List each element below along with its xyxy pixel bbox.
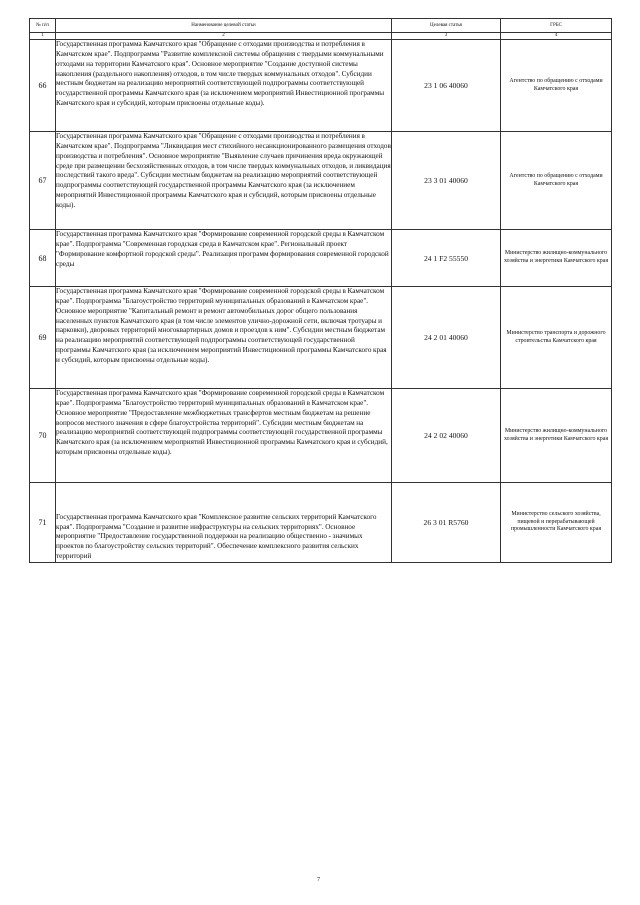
table-row: [30, 287, 612, 389]
row-name: Государственная программа Камчатского края "Формирование современной городской среды в Камчатском крае". Подпрограмма "Благоустройство территорий муниципальных образований в Камчатском крае". Основное мероприятие "Предоставление межбюджетных трансфертов местным бюджетам на решение вопросов местного значения в сфере благоустройства территорий". Субсидии местным бюджетам на реализацию мероприятий соответствующей подпрограммы соответствующей государственной программы Камчатского края (за исключением мероприятий Инвестиционной программы Камчатского края и субсидий, которым присвоены отдельные коды).: [56, 389, 392, 483]
row-number: 71: [30, 483, 56, 563]
row-number: 66: [30, 40, 56, 132]
row-code: 24 2 01 40060: [392, 287, 501, 389]
row-name: Государственная программа Камчатского края "Обращение с отходами производства и потребления в Камчатском крае". Подпрограмма "Ликвидация мест стихийного несанкционированного размещения отходов производства и потребления". Основное мероприятие "Выявление случаев причинения вреда окружающей среде при размещении бесхозяйственных отходов, в том числе твердых коммунальных отходов, и ликвидация последствий такого вреда". Субсидии местным бюджетам на реализацию мероприятий соответствующей подпрограммы соответствующей государственной программы Камчатского края (за исключением мероприятий Инвестиционной программы Камчатского края и субсидий, которым присвоены отдельные коды).: [56, 132, 392, 230]
row-name: Государственная программа Камчатского края "Комплексное развитие сельских территорий Камчатского края". Подпрограмма "Создание и развитие инфраструктуры на сельских территориях". Основное мероприятие "Предоставление государственной поддержки на реализацию общественно - значимых проектов по благоустройству сельских территорий". Обеспечение комплексного развития сельских территорий: [56, 483, 392, 563]
row-code: 24 1 F2 55550: [392, 230, 501, 287]
budget-items-table: [29, 18, 612, 563]
table-row: [30, 132, 612, 230]
page-number: 7: [317, 877, 320, 883]
row-grbs: Министерство транспорта и дорожного строительства Камчатского края: [501, 287, 612, 389]
column-numbers-row: [30, 33, 612, 40]
row-number: 67: [30, 132, 56, 230]
row-grbs: Агентство по обращению с отходами Камчатского края: [501, 132, 612, 230]
row-grbs: Министерство жилищно-коммунального хозяйства и энергетики Камчатского края: [501, 389, 612, 483]
row-code: 24 2 02 40060: [392, 389, 501, 483]
row-code: 26 3 01 R5760: [392, 483, 501, 563]
header-grbs: ГРБС: [501, 19, 612, 33]
row-grbs: Министерство сельского хозяйства, пищевой и перерабатывающей промышленности Камчатского края: [501, 483, 612, 563]
column-number: 4: [501, 33, 612, 40]
column-number: 3: [392, 33, 501, 40]
table-row: [30, 483, 612, 563]
header-code: Целевая статья: [392, 19, 501, 33]
header-name: Наименование целевой статьи: [56, 19, 392, 33]
column-number: 2: [56, 33, 392, 40]
table-row: [30, 389, 612, 483]
table-row: [30, 230, 612, 287]
row-name: Государственная программа Камчатского края "Формирование современной городской среды в Камчатском крае". Подпрограмма "Благоустройство территорий муниципальных образований в Камчатском крае". Основное мероприятие "Капитальный ремонт и ремонт автомобильных дорог общего пользования населенных пунктов Камчатского края (в том числе элементов улично-дорожной сети, включая тротуары и парковки), дворовых территорий многоквартирных домов и проездов к ним". Субсидии местным бюджетам на реализацию мероприятий соответствующей подпрограммы соответствующей государственной программы Камчатского края (за исключением мероприятий Инвестиционной программы Камчатского края и субсидий, которым присвоены отдельные коды).: [56, 287, 392, 389]
row-number: 69: [30, 287, 56, 389]
header-num: № п/п: [30, 19, 56, 33]
row-grbs: Министерство жилищно-коммунального хозяйства и энергетики Камчатского края: [501, 230, 612, 287]
row-number: 68: [30, 230, 56, 287]
table-row: [30, 40, 612, 132]
row-grbs: Агентство по обращению с отходами Камчатского края: [501, 40, 612, 132]
row-code: 23 1 06 40060: [392, 40, 501, 132]
row-number: 70: [30, 389, 56, 483]
row-code: 23 3 01 40060: [392, 132, 501, 230]
column-number: 1: [30, 33, 56, 40]
row-name: Государственная программа Камчатского края "Обращение с отходами производства и потребления в Камчатском крае". Подпрограмма "Развитие комплексной системы обращения с твердыми коммунальными отходами на территории Камчатского края". Основное мероприятие "Создание доступной системы накопления (раздельного накопления) отходов, в том числе твердых коммунальных отходов". Субсидии местным бюджетам на реализацию мероприятий соответствующей подпрограммы соответствующей государственной программы Камчатского края (за исключением мероприятий Инвестиционной программы Камчатского края и субсидий, которым присвоены отдельные коды).: [56, 40, 392, 132]
row-name: Государственная программа Камчатского края "Формирование современной городской среды в Камчатском крае". Подпрограмма "Современная городская среда в Камчатском крае". Региональный проект "Формирование комфортной городской среды". Реализация программ формирования современной городской среды: [56, 230, 392, 287]
table-header-row: [30, 19, 612, 33]
